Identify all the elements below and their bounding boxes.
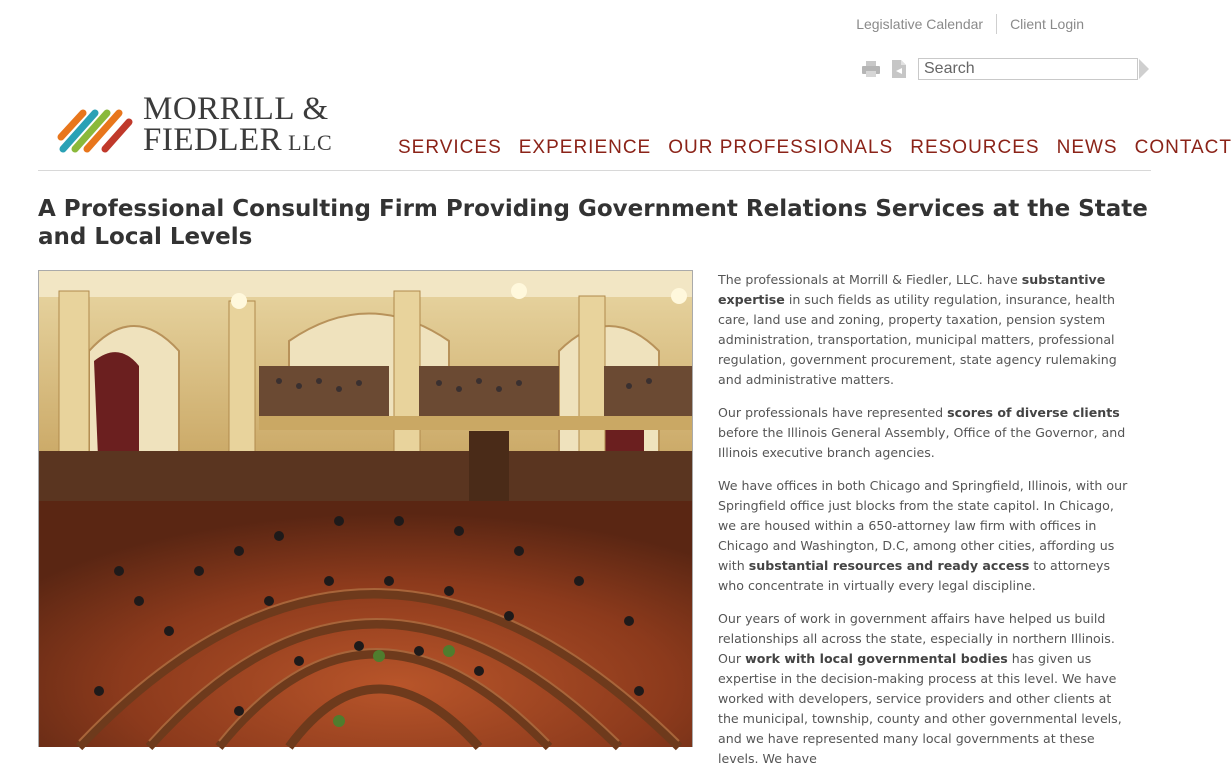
intro-paragraph xyxy=(718,609,1130,769)
logo-line-2 xyxy=(143,122,333,158)
paragraph-emphasis: scores of diverse clients xyxy=(947,405,1120,420)
divider xyxy=(996,14,997,34)
logo-stripes-icon xyxy=(55,97,135,155)
paragraph-emphasis: substantial resources and ready access xyxy=(748,558,1030,573)
logo[interactable] xyxy=(55,91,333,158)
nav-news[interactable]: NEWS xyxy=(1056,137,1118,158)
nav-experience[interactable]: EXPERIENCE xyxy=(518,137,652,158)
nav-our-professionals[interactable]: OUR PROFESSIONALS xyxy=(668,137,894,158)
paragraph-text: before the Illinois General Assembly, Office of the Governor, and Illinois executive branch agencies. xyxy=(718,425,1126,460)
utility-links xyxy=(856,14,1084,34)
search-submit-arrow-icon[interactable] xyxy=(1138,57,1152,81)
legislative-calendar-link[interactable]: Legislative Calendar xyxy=(856,16,984,32)
paragraph-text: We have offices in both Chicago and Springfield, Illinois, with our Springfield office just blocks from the state capitol. In Chicago, we are housed within a 650-attorney law firm with offices in Chicago and Washington, D.C, among other cities, affording us with xyxy=(718,478,1128,573)
header-tools xyxy=(860,57,1152,81)
intro-paragraph xyxy=(718,403,1130,463)
paragraph-text: Our professionals have represented xyxy=(718,405,948,420)
logo-wordmark xyxy=(143,91,333,158)
intro-paragraph xyxy=(718,476,1130,596)
intro-paragraph xyxy=(718,270,1130,390)
intro-text xyxy=(718,270,1130,782)
logo-line-2-name: FIEDLER xyxy=(143,122,283,158)
nav-services[interactable]: SERVICES xyxy=(398,137,502,158)
paragraph-emphasis: substantive expertise xyxy=(718,272,1106,307)
paragraph-emphasis: work with local governmental bodies xyxy=(745,651,1008,666)
print-icon[interactable] xyxy=(860,58,882,80)
hero-image-legislative-chamber xyxy=(38,270,693,747)
nav-resources[interactable]: RESOURCES xyxy=(910,137,1040,158)
logo-suffix: LLC xyxy=(288,130,333,155)
paragraph-text: The professionals at Morrill & Fiedler, LLC. have xyxy=(718,272,1022,287)
header-divider xyxy=(38,170,1151,171)
client-login-link[interactable]: Client Login xyxy=(1010,16,1084,32)
paragraph-text: in such fields as utility regulation, insurance, health care, land use and zoning, property taxation, pension system administration, transportation, municipal matters, professional regulation, government procurement, state agency rulemaking and administrative matters. xyxy=(718,292,1117,387)
page-title: A Professional Consulting Firm Providing Government Relations Services at the State and Local Levels xyxy=(38,196,1148,250)
paragraph-text: Our years of work in government affairs have helped us build relationships all across the state, especially in northern Illinois. Our xyxy=(718,611,1115,666)
main-nav xyxy=(398,137,1232,159)
logo-line-1: MORRILL & xyxy=(143,91,329,127)
nav-contact[interactable]: CONTACT xyxy=(1134,137,1232,158)
paragraph-text: to attorneys who concentrate in virtually every legal discipline. xyxy=(718,558,1111,593)
paragraph-text: has given us expertise in the decision-making process at this level. We have worked with developers, service providers and other clients at the municipal, township, county and other governmental levels, and we have represented many local governments at these levels. We have xyxy=(718,651,1122,766)
search-input[interactable] xyxy=(918,58,1138,80)
share-icon[interactable] xyxy=(888,58,910,80)
